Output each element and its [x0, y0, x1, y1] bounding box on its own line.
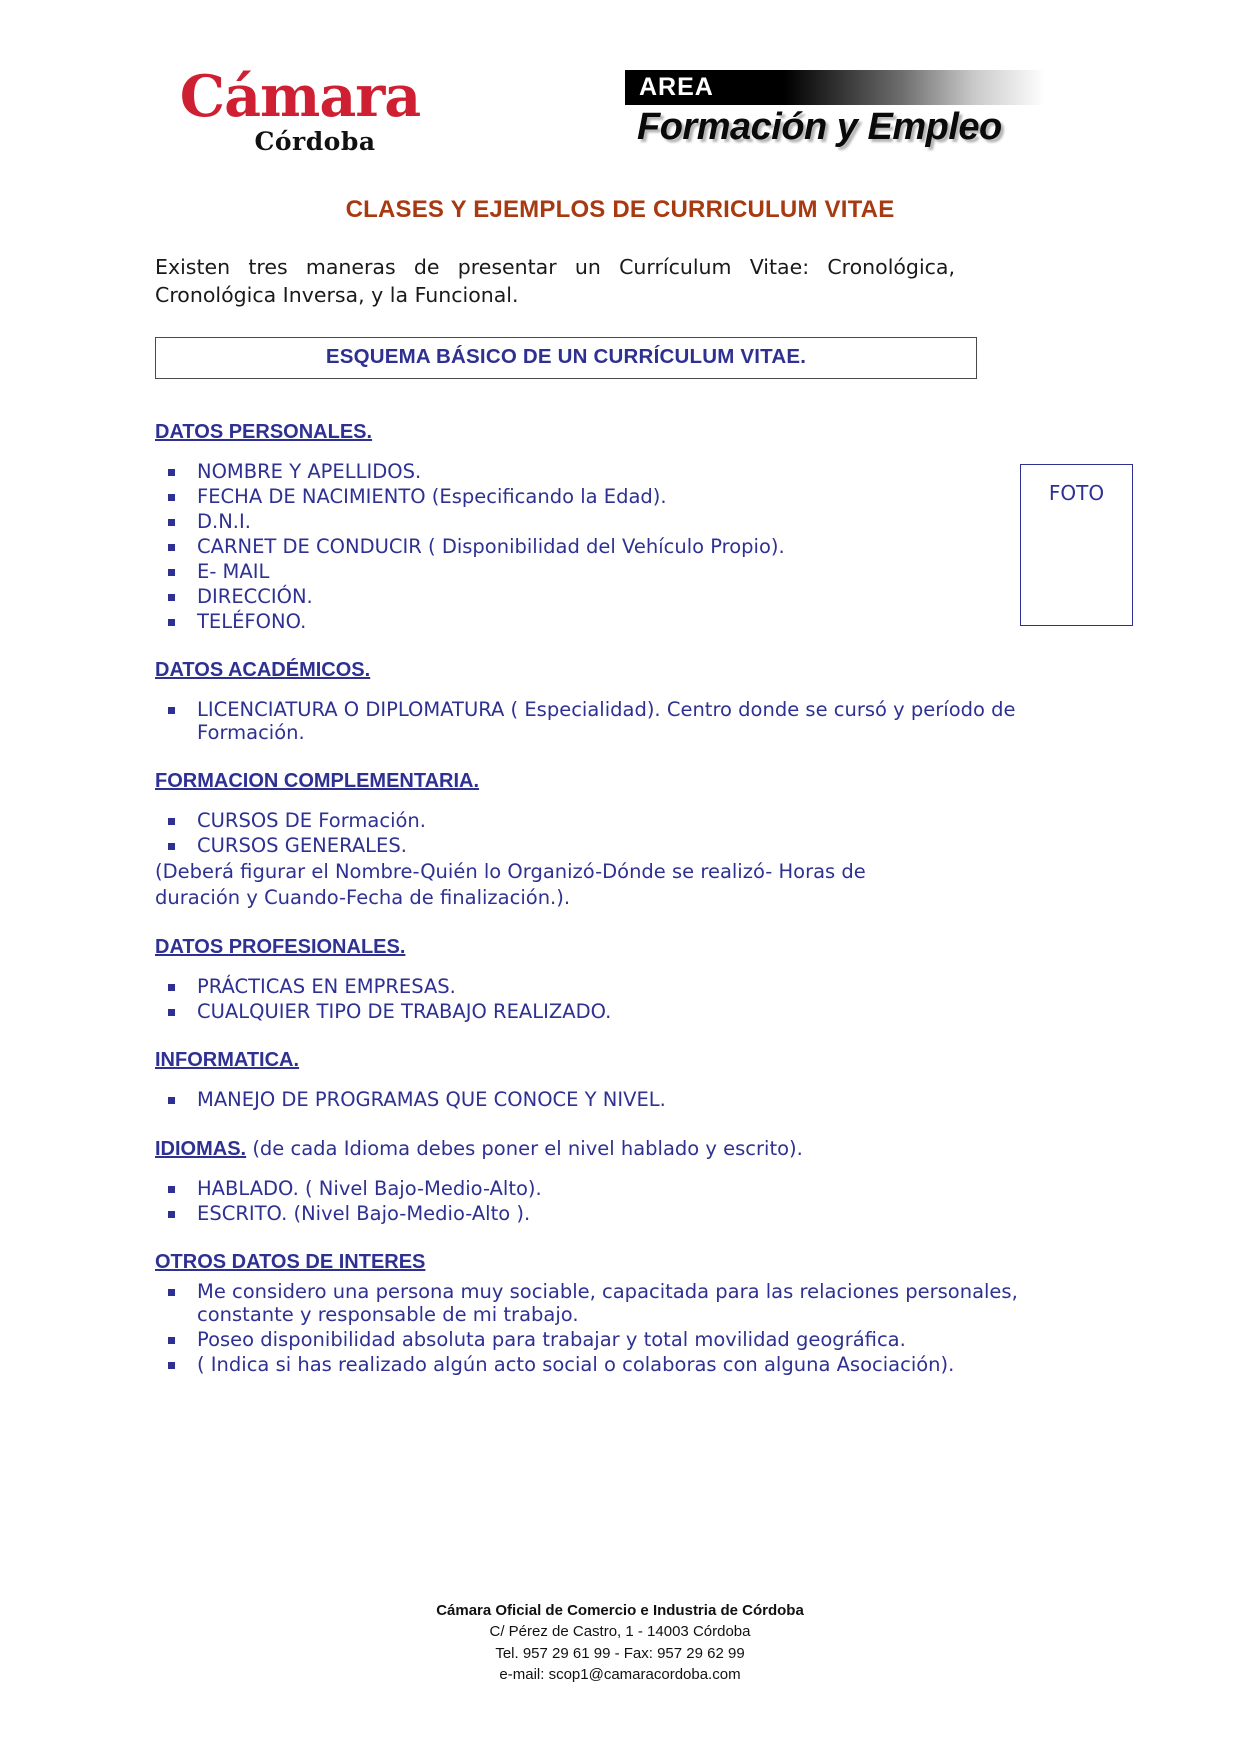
area-logo-title: Formación y Empleo	[637, 106, 1002, 148]
document-content	[155, 196, 1085, 1378]
foto-label: FOTO	[1048, 481, 1105, 505]
section-note: (Deberá figurar el Nombre-Quién lo Organizó-Dónde se realizó- Horas de duración y Cuando-Fecha de finalización.).	[155, 860, 866, 909]
list-item: Poseo disponibilidad absoluta para trabajar y total movilidad geográfica.	[155, 1328, 1085, 1351]
section-datos-profesionales	[155, 936, 1085, 1023]
section-heading: OTROS DATOS DE INTERES	[155, 1251, 426, 1274]
footer-organization: Cámara Oficial de Comercio e Industria de Córdoba	[436, 1602, 804, 1619]
list-item: CURSOS DE Formación.	[155, 809, 1085, 832]
area-formacion-empleo-logo	[625, 70, 1045, 149]
footer-address: C/ Pérez de Castro, 1 - 14003 Córdoba	[489, 1623, 751, 1641]
bullet-list	[155, 1177, 1085, 1225]
section-heading: IDIOMAS.	[155, 1138, 247, 1161]
list-item: NOMBRE Y APELLIDOS.	[155, 460, 1085, 483]
list-item: PRÁCTICAS EN EMPRESAS.	[155, 975, 1085, 998]
list-item: CUALQUIER TIPO DE TRABAJO REALIZADO.	[155, 1000, 1085, 1023]
list-item: HABLADO. ( Nivel Bajo-Medio-Alto).	[155, 1177, 1085, 1200]
schema-heading-box	[155, 337, 977, 379]
list-item: ( Indica si has realizado algún acto social o colaboras con alguna Asociación).	[155, 1353, 1085, 1376]
list-item: TELÉFONO.	[155, 610, 1085, 633]
camara-cordoba-logo	[160, 63, 440, 156]
list-item: MANEJO DE PROGRAMAS QUE CONOCE Y NIVEL.	[155, 1088, 1085, 1111]
section-heading: INFORMATICA.	[155, 1049, 300, 1072]
footer-email: e-mail: scop1@camaracordoba.com	[499, 1665, 741, 1683]
camara-wordmark: Cámara	[179, 63, 421, 130]
bullet-list	[155, 460, 1085, 633]
list-item: DIRECCIÓN.	[155, 585, 1085, 608]
schema-heading-label: ESQUEMA BÁSICO DE UN CURRÍCULUM VITAE.	[325, 345, 807, 369]
section-heading: DATOS PERSONALES.	[155, 421, 373, 444]
list-item: LICENCIATURA O DIPLOMATURA ( Especialidad). Centro donde se cursó y período de Formación.	[155, 698, 1085, 744]
footer-phone-fax: Tel. 957 29 61 99 - Fax: 957 29 62 99	[495, 1644, 745, 1662]
bullet-list	[155, 975, 1085, 1023]
intro-paragraph: Existen tres maneras de presentar un Currículum Vitae: Cronológica, Cronológica Inversa, y la Funcional.	[155, 255, 955, 307]
area-bar-label: AREA	[639, 73, 714, 101]
bullet-list	[155, 1280, 1085, 1376]
section-idiomas	[155, 1137, 1085, 1225]
list-item: CURSOS GENERALES.	[155, 834, 1085, 857]
section-formacion-complementaria	[155, 770, 1085, 910]
list-item: FECHA DE NACIMIENTO (Especificando la Edad).	[155, 485, 1085, 508]
list-item: ESCRITO. (Nivel Bajo-Medio-Alto ).	[155, 1202, 1085, 1225]
section-datos-academicos	[155, 659, 1085, 744]
section-heading: DATOS PROFESIONALES.	[155, 936, 406, 959]
page-title: CLASES Y EJEMPLOS DE CURRICULUM VITAE	[345, 196, 895, 223]
list-item: CARNET DE CONDUCIR ( Disponibilidad del Vehículo Propio).	[155, 535, 1085, 558]
area-gradient-bar	[625, 70, 1045, 105]
list-item: E- MAIL	[155, 560, 1085, 583]
list-item: D.N.I.	[155, 510, 1085, 533]
page-header	[0, 58, 1240, 168]
section-otros-datos	[155, 1251, 1085, 1376]
page-footer	[0, 1600, 1240, 1685]
section-heading: FORMACION COMPLEMENTARIA.	[155, 770, 480, 793]
list-item: Me considero una persona muy sociable, capacitada para las relaciones personales, constante y responsable de mi trabajo.	[155, 1280, 1085, 1326]
bullet-list	[155, 1088, 1085, 1111]
bullet-list	[155, 698, 1085, 744]
section-informatica	[155, 1049, 1085, 1111]
section-datos-personales	[155, 421, 1085, 633]
bullet-list	[155, 809, 1085, 857]
section-heading: DATOS ACADÉMICOS.	[155, 659, 371, 682]
section-heading-note: (de cada Idioma debes poner el nivel hablado y escrito).	[246, 1137, 803, 1161]
camara-subtitle: Córdoba	[254, 127, 376, 156]
